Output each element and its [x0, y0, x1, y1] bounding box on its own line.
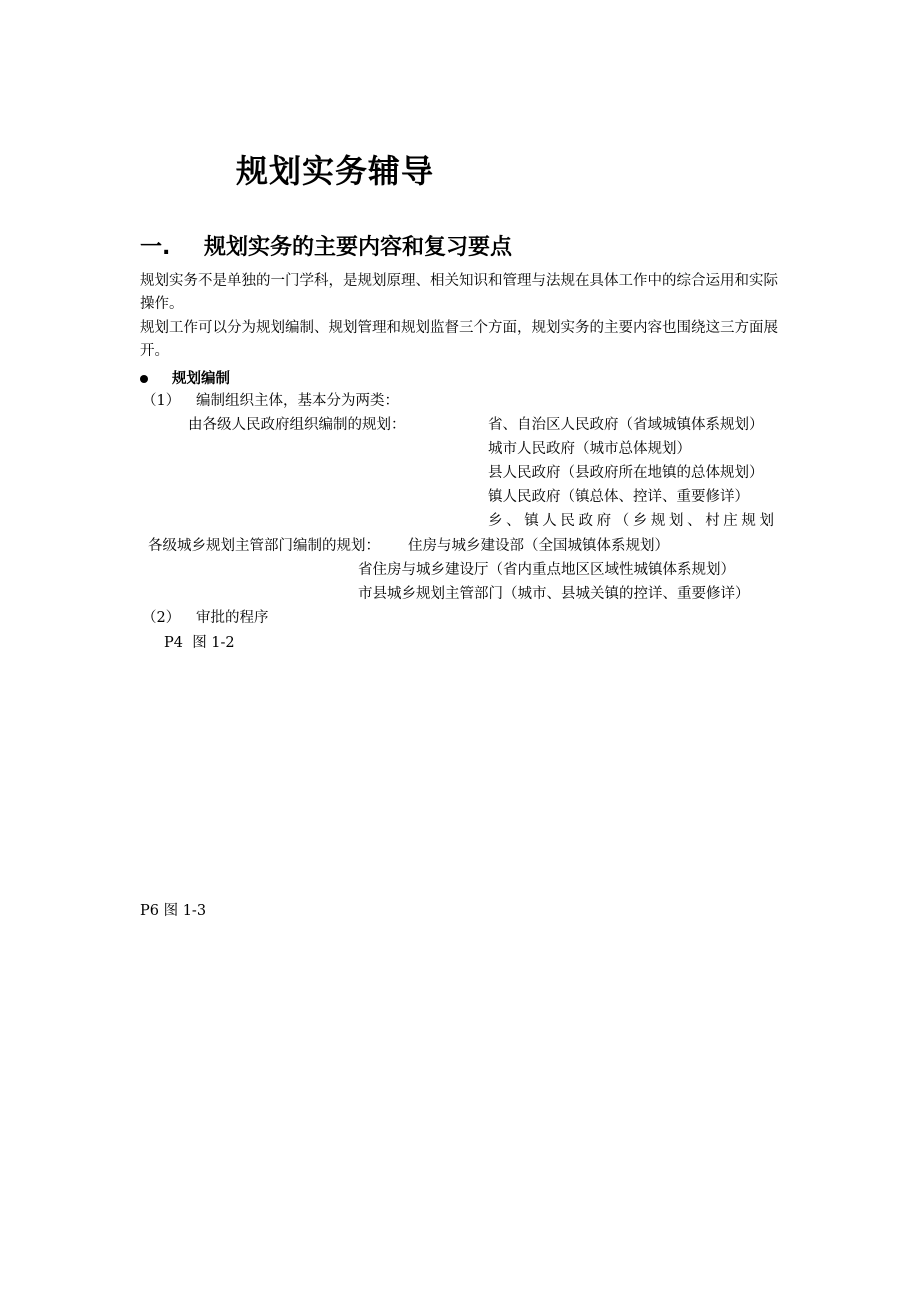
- item1-text: 编制组织主体，基本分为两类：: [196, 393, 399, 409]
- bullet-planning-compilation: 规划编制: [172, 371, 230, 387]
- govt-group-label: 由各级人民政府组织编制的规划：: [188, 417, 406, 433]
- figure-ref-1-3: P6 图 1-3: [140, 903, 207, 919]
- govt-entry-province: 省、自治区人民政府（省域城镇体系规划）: [488, 417, 764, 433]
- section-heading: [140, 230, 512, 261]
- figure-ref-1-2: P4 图 1-2: [164, 635, 235, 651]
- item2-text: 审批的程序: [196, 610, 269, 626]
- govt-entry-township: 乡、镇人民政府（乡规划、村庄规划: [488, 513, 778, 529]
- item1-label: （1）: [142, 393, 181, 409]
- section-number: 一.: [140, 235, 171, 260]
- dept-entry-province: 省住房与城乡建设厅（省内重点地区区域性城镇体系规划）: [358, 562, 735, 578]
- govt-entry-county: 县人民政府（县政府所在地镇的总体规划）: [488, 465, 764, 481]
- paragraph-scope: 规划工作可以分为规划编制、规划管理和规划监督三个方面，规划实务的主要内容也围绕这三方面展开。: [140, 320, 778, 359]
- govt-entry-city: 城市人民政府（城市总体规划）: [488, 441, 691, 457]
- paragraph-intro: 规划实务不是单独的一门学科，是规划原理、相关知识和管理与法规在具体工作中的综合运用和实际操作。: [140, 273, 778, 312]
- dept-group-label: 各级城乡规划主管部门编制的规划：: [148, 538, 380, 554]
- bullet-dot-icon: [140, 375, 148, 383]
- section-title: 规划实务的主要内容和复习要点: [204, 235, 513, 260]
- dept-entry-ministry: 住房与城乡建设部（全国城镇体系规划）: [408, 538, 669, 554]
- dept-entry-city-county: 市县城乡规划主管部门（城市、县城关镇的控详、重要修详）: [358, 586, 750, 602]
- document-title: 规划实务辅导: [236, 152, 435, 190]
- item2-label: （2）: [142, 610, 181, 626]
- govt-entry-town: 镇人民政府（镇总体、控详、重要修详）: [488, 489, 749, 505]
